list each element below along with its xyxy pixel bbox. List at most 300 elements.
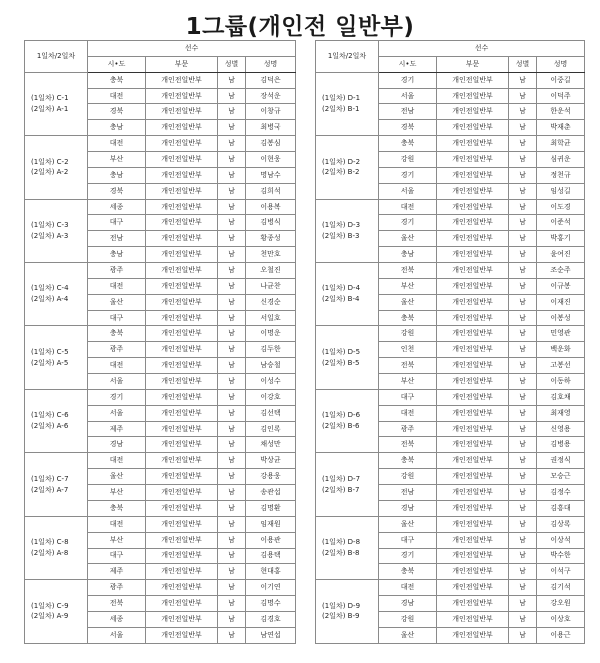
group-label-line1: (1일차) C-4	[31, 284, 69, 293]
cell-gender: 남	[509, 152, 537, 168]
cell-gender: 남	[218, 231, 246, 247]
cell-region: 충남	[88, 167, 146, 183]
group-label	[316, 389, 379, 452]
cell-region: 강원	[379, 469, 437, 485]
cell-gender: 남	[509, 564, 537, 580]
cell-region: 부산	[88, 532, 146, 548]
cell-gender: 남	[218, 88, 246, 104]
group-label-line1: (1일차) C-6	[31, 411, 69, 420]
cell-name: 박홍기	[537, 231, 585, 247]
cell-name: 김명환	[246, 500, 296, 516]
cell-division: 개인전일반부	[437, 500, 509, 516]
table-row	[316, 516, 585, 532]
table-row	[25, 72, 296, 88]
cell-region: 광주	[379, 421, 437, 437]
group-label-line2: (2일차) A-5	[31, 358, 69, 367]
right-bracket-table	[315, 40, 585, 644]
cell-region: 대전	[88, 358, 146, 374]
cell-division: 개인전일반부	[146, 627, 218, 643]
cell-region: 전남	[379, 104, 437, 120]
cell-gender: 남	[218, 453, 246, 469]
group-label-line2: (2일차) A-1	[31, 104, 69, 113]
cell-name: 이용복	[246, 199, 296, 215]
cell-region: 울산	[379, 627, 437, 643]
cell-gender: 남	[218, 104, 246, 120]
cell-gender: 남	[218, 342, 246, 358]
cell-region: 경남	[379, 500, 437, 516]
cell-division: 개인전일반부	[146, 548, 218, 564]
cell-name: 이용관	[246, 532, 296, 548]
group-label	[25, 263, 88, 326]
cell-gender: 남	[218, 199, 246, 215]
cell-gender: 남	[218, 548, 246, 564]
group-label-line2: (2일차) A-2	[31, 168, 69, 177]
header-name: 성명	[246, 56, 296, 72]
cell-gender: 남	[218, 611, 246, 627]
cell-region: 대전	[379, 580, 437, 596]
cell-division: 개인전일반부	[146, 247, 218, 263]
cell-division: 개인전일반부	[146, 500, 218, 516]
cell-region: 울산	[88, 469, 146, 485]
group-label-line2: (2일차) A-9	[31, 612, 69, 621]
cell-region: 부산	[88, 485, 146, 501]
cell-division: 개인전일반부	[146, 358, 218, 374]
cell-region: 대전	[88, 136, 146, 152]
cell-gender: 남	[218, 120, 246, 136]
cell-name: 장석운	[246, 88, 296, 104]
cell-name: 이상석	[537, 532, 585, 548]
cell-region: 대전	[88, 88, 146, 104]
cell-region: 경북	[88, 104, 146, 120]
cell-name: 김흥대	[537, 500, 585, 516]
cell-name: 박수한	[537, 548, 585, 564]
cell-name: 김인록	[246, 421, 296, 437]
cell-gender: 남	[218, 374, 246, 390]
cell-name: 김병식	[246, 215, 296, 231]
cell-division: 개인전일반부	[146, 580, 218, 596]
cell-name: 김명수	[246, 596, 296, 612]
cell-region: 세종	[88, 611, 146, 627]
cell-region: 전남	[379, 485, 437, 501]
cell-name: 이동하	[537, 374, 585, 390]
cell-gender: 남	[509, 326, 537, 342]
group-label-line2: (2일차) A-6	[31, 422, 69, 431]
cell-name: 이덕주	[537, 88, 585, 104]
group-label-line1: (1일차) C-2	[31, 157, 69, 166]
cell-region: 충북	[88, 500, 146, 516]
cell-division: 개인전일반부	[437, 548, 509, 564]
group-label-line2: (2일차) B-4	[322, 295, 360, 304]
cell-region: 광주	[88, 263, 146, 279]
cell-division: 개인전일반부	[146, 215, 218, 231]
page-title: 1그룹(개인전 일반부)	[185, 14, 415, 40]
group-label-line2: (2일차) B-2	[322, 168, 360, 177]
cell-region: 울산	[379, 231, 437, 247]
cell-name: 이기연	[246, 580, 296, 596]
cell-name: 한운석	[537, 104, 585, 120]
cell-division: 개인전일반부	[146, 564, 218, 580]
cell-division: 개인전일반부	[146, 389, 218, 405]
cell-division: 개인전일반부	[146, 405, 218, 421]
cell-region: 광주	[88, 580, 146, 596]
cell-gender: 남	[509, 437, 537, 453]
header-round: 1일차/2일차	[316, 41, 379, 73]
table-row	[25, 263, 296, 279]
cell-gender: 남	[218, 437, 246, 453]
cell-division: 개인전일반부	[146, 294, 218, 310]
cell-division: 개인전일반부	[437, 516, 509, 532]
cell-gender: 남	[218, 247, 246, 263]
cell-division: 개인전일반부	[437, 421, 509, 437]
cell-division: 개인전일반부	[146, 104, 218, 120]
cell-gender: 남	[218, 310, 246, 326]
cell-division: 개인전일반부	[146, 485, 218, 501]
cell-name: 박재춘	[537, 120, 585, 136]
cell-gender: 남	[218, 278, 246, 294]
cell-region: 경북	[379, 120, 437, 136]
cell-name: 최병국	[246, 120, 296, 136]
cell-name: 김덕은	[246, 72, 296, 88]
cell-division: 개인전일반부	[146, 136, 218, 152]
cell-region: 서울	[88, 405, 146, 421]
cell-name: 윤여진	[537, 247, 585, 263]
header-player: 선수	[379, 41, 585, 57]
cell-gender: 남	[509, 596, 537, 612]
cell-name: 김희석	[246, 183, 296, 199]
cell-division: 개인전일반부	[146, 310, 218, 326]
group-label	[25, 453, 88, 516]
table-row	[316, 136, 585, 152]
group-label	[316, 580, 379, 643]
group-label-line2: (2일차) B-8	[322, 549, 360, 557]
cell-name: 김두한	[246, 342, 296, 358]
cell-division: 개인전일반부	[146, 342, 218, 358]
cell-gender: 남	[218, 263, 246, 279]
cell-name: 강오원	[537, 596, 585, 612]
cell-division: 개인전일반부	[146, 453, 218, 469]
cell-name: 이재진	[537, 294, 585, 310]
group-label	[316, 136, 379, 199]
cell-gender: 남	[218, 516, 246, 532]
group-label	[25, 326, 88, 389]
cell-division: 개인전일반부	[146, 532, 218, 548]
cell-gender: 남	[509, 389, 537, 405]
cell-gender: 남	[509, 342, 537, 358]
cell-region: 대구	[88, 310, 146, 326]
cell-division: 개인전일반부	[437, 437, 509, 453]
cell-division: 개인전일반부	[437, 152, 509, 168]
cell-gender: 남	[509, 247, 537, 263]
cell-division: 개인전일반부	[437, 532, 509, 548]
cell-division: 개인전일반부	[437, 564, 509, 580]
cell-name: 김기석	[537, 580, 585, 596]
cell-gender: 남	[509, 278, 537, 294]
cell-region: 세종	[88, 199, 146, 215]
cell-gender: 남	[218, 421, 246, 437]
cell-division: 개인전일반부	[437, 294, 509, 310]
cell-region: 광주	[88, 342, 146, 358]
cell-region: 제주	[88, 421, 146, 437]
group-label-line1: (1일차) C-8	[31, 538, 69, 547]
cell-gender: 남	[509, 627, 537, 643]
cell-gender: 남	[509, 183, 537, 199]
group-label-line2: (2일차) A-3	[31, 231, 69, 240]
group-label-line1: (1일차) D-2	[322, 157, 361, 166]
cell-region: 전북	[379, 437, 437, 453]
group-label-line1: (1일차) C-5	[31, 347, 69, 356]
cell-gender: 남	[509, 580, 537, 596]
header-name: 성명	[537, 56, 585, 72]
table-row	[316, 199, 585, 215]
cell-name: 강용웅	[246, 469, 296, 485]
header-region: 시•도	[379, 56, 437, 72]
cell-region: 충남	[88, 247, 146, 263]
cell-region: 충북	[379, 453, 437, 469]
cell-region: 충북	[379, 136, 437, 152]
group-label-line2: (2일차) B-9	[322, 612, 360, 621]
cell-gender: 남	[218, 215, 246, 231]
table-row	[25, 326, 296, 342]
group-label-line1: (1일차) D-8	[322, 538, 361, 547]
cell-name: 김용택	[246, 548, 296, 564]
cell-division: 개인전일반부	[146, 437, 218, 453]
group-label-line2: (2일차) B-5	[322, 358, 360, 367]
group-label-line1: (1일차) D-5	[322, 347, 361, 356]
cell-name: 이도경	[537, 199, 585, 215]
cell-gender: 남	[218, 136, 246, 152]
cell-gender: 남	[509, 532, 537, 548]
cell-name: 김경호	[246, 611, 296, 627]
group-label	[316, 72, 379, 135]
cell-division: 개인전일반부	[437, 453, 509, 469]
cell-gender: 남	[509, 136, 537, 152]
cell-region: 경남	[88, 437, 146, 453]
cell-region: 전북	[379, 358, 437, 374]
cell-gender: 남	[218, 389, 246, 405]
cell-division: 개인전일반부	[437, 167, 509, 183]
cell-region: 대구	[88, 215, 146, 231]
header-round: 1일차/2일차	[25, 41, 88, 73]
cell-region: 충북	[88, 72, 146, 88]
cell-region: 경기	[379, 72, 437, 88]
cell-region: 경기	[379, 548, 437, 564]
cell-division: 개인전일반부	[437, 596, 509, 612]
cell-name: 심귀운	[537, 152, 585, 168]
cell-division: 개인전일반부	[146, 596, 218, 612]
group-label-line1: (1일차) C-9	[31, 601, 69, 610]
cell-division: 개인전일반부	[437, 580, 509, 596]
cell-gender: 남	[509, 358, 537, 374]
cell-gender: 남	[509, 294, 537, 310]
cell-gender: 남	[218, 358, 246, 374]
cell-division: 개인전일반부	[437, 374, 509, 390]
cell-name: 신경순	[246, 294, 296, 310]
group-label	[316, 199, 379, 262]
cell-region: 서울	[88, 627, 146, 643]
cell-region: 충북	[379, 310, 437, 326]
cell-division: 개인전일반부	[437, 247, 509, 263]
cell-region: 충남	[88, 120, 146, 136]
cell-division: 개인전일반부	[437, 405, 509, 421]
cell-name: 현대홍	[246, 564, 296, 580]
group-label-line1: (1일차) D-3	[322, 220, 361, 229]
cell-gender: 남	[509, 548, 537, 564]
cell-division: 개인전일반부	[146, 263, 218, 279]
cell-gender: 남	[509, 120, 537, 136]
cell-name: 이준석	[537, 215, 585, 231]
header-region: 시•도	[88, 56, 146, 72]
group-label	[316, 263, 379, 326]
cell-gender: 남	[218, 405, 246, 421]
cell-region: 충북	[88, 326, 146, 342]
cell-region: 경기	[379, 167, 437, 183]
cell-gender: 남	[509, 104, 537, 120]
cell-region: 서울	[379, 88, 437, 104]
cell-gender: 남	[509, 500, 537, 516]
table-row	[25, 136, 296, 152]
cell-division: 개인전일반부	[146, 183, 218, 199]
cell-division: 개인전일반부	[437, 389, 509, 405]
left-bracket-table	[24, 40, 296, 644]
cell-gender: 남	[218, 152, 246, 168]
cell-region: 대구	[379, 532, 437, 548]
cell-gender: 남	[218, 627, 246, 643]
cell-name: 신영용	[537, 421, 585, 437]
cell-name: 명남수	[246, 167, 296, 183]
cell-name: 이석구	[537, 564, 585, 580]
group-label	[25, 199, 88, 262]
cell-division: 개인전일반부	[146, 421, 218, 437]
cell-region: 경기	[379, 215, 437, 231]
group-label-line1: (1일차) D-6	[322, 411, 361, 420]
group-label	[316, 326, 379, 389]
group-label-line2: (2일차) A-8	[31, 549, 69, 557]
cell-name: 임재원	[246, 516, 296, 532]
cell-region: 대전	[88, 516, 146, 532]
cell-region: 부산	[379, 374, 437, 390]
cell-name: 이규봉	[537, 278, 585, 294]
table-row	[316, 72, 585, 88]
cell-name: 이창규	[246, 104, 296, 120]
cell-name: 이봉성	[537, 310, 585, 326]
header-player: 선수	[88, 41, 296, 57]
group-label-line1: (1일차) D-4	[322, 284, 361, 293]
cell-name: 김봉심	[246, 136, 296, 152]
cell-region: 대전	[379, 405, 437, 421]
cell-gender: 남	[509, 72, 537, 88]
cell-region: 충남	[379, 247, 437, 263]
cell-region: 경북	[88, 183, 146, 199]
table-row	[316, 263, 585, 279]
group-label-line2: (2일차) A-7	[31, 485, 69, 494]
cell-name: 천만호	[246, 247, 296, 263]
cell-name: 권정식	[537, 453, 585, 469]
table-row	[316, 453, 585, 469]
table-row	[25, 453, 296, 469]
cell-division: 개인전일반부	[437, 72, 509, 88]
cell-division: 개인전일반부	[437, 231, 509, 247]
cell-division: 개인전일반부	[437, 104, 509, 120]
cell-name: 최학균	[537, 136, 585, 152]
cell-division: 개인전일반부	[437, 199, 509, 215]
cell-name: 이상호	[537, 611, 585, 627]
cell-name: 이명운	[246, 326, 296, 342]
group-label-line2: (2일차) B-3	[322, 231, 360, 240]
cell-name: 나균찬	[246, 278, 296, 294]
cell-name: 고봉선	[537, 358, 585, 374]
cell-division: 개인전일반부	[146, 72, 218, 88]
cell-division: 개인전일반부	[146, 231, 218, 247]
cell-region: 대전	[379, 199, 437, 215]
table-row	[25, 199, 296, 215]
cell-name: 황종성	[246, 231, 296, 247]
cell-region: 제주	[88, 564, 146, 580]
cell-division: 개인전일반부	[437, 183, 509, 199]
header-division: 부문	[146, 56, 218, 72]
cell-name: 송관섭	[246, 485, 296, 501]
group-label-line1: (1일차) C-7	[31, 474, 69, 483]
cell-gender: 남	[509, 405, 537, 421]
group-label-line1: (1일차) C-3	[31, 220, 69, 229]
cell-name: 이강호	[246, 389, 296, 405]
group-label-line1: (1일차) D-9	[322, 601, 361, 610]
cell-division: 개인전일반부	[146, 326, 218, 342]
cell-gender: 남	[509, 199, 537, 215]
cell-name: 정천규	[537, 167, 585, 183]
group-label	[25, 136, 88, 199]
cell-gender: 남	[218, 72, 246, 88]
cell-name: 임성길	[537, 183, 585, 199]
cell-division: 개인전일반부	[437, 469, 509, 485]
cell-region: 경남	[379, 596, 437, 612]
cell-region: 울산	[88, 294, 146, 310]
cell-region: 대전	[88, 453, 146, 469]
cell-name: 모승근	[537, 469, 585, 485]
cell-gender: 남	[509, 516, 537, 532]
header-gender: 성별	[509, 56, 537, 72]
cell-division: 개인전일반부	[146, 88, 218, 104]
cell-name: 채성만	[246, 437, 296, 453]
cell-name: 민영관	[537, 326, 585, 342]
cell-division: 개인전일반부	[437, 215, 509, 231]
cell-gender: 남	[218, 532, 246, 548]
cell-region: 전북	[379, 263, 437, 279]
cell-name: 김선택	[246, 405, 296, 421]
group-label	[25, 580, 88, 643]
cell-gender: 남	[218, 564, 246, 580]
cell-name: 남승철	[246, 358, 296, 374]
cell-gender: 남	[218, 500, 246, 516]
cell-gender: 남	[509, 310, 537, 326]
cell-name: 이성수	[246, 374, 296, 390]
cell-division: 개인전일반부	[146, 199, 218, 215]
cell-gender: 남	[509, 263, 537, 279]
cell-region: 전북	[88, 596, 146, 612]
cell-name: 이현웅	[246, 152, 296, 168]
cell-division: 개인전일반부	[437, 278, 509, 294]
cell-gender: 남	[509, 485, 537, 501]
cell-name: 김병용	[537, 437, 585, 453]
cell-division: 개인전일반부	[146, 278, 218, 294]
cell-region: 강원	[379, 326, 437, 342]
cell-region: 부산	[88, 152, 146, 168]
cell-name: 김정수	[537, 485, 585, 501]
group-label-line2: (2일차) B-6	[322, 422, 360, 431]
table-row	[316, 389, 585, 405]
table-row	[25, 580, 296, 596]
cell-region: 경기	[88, 389, 146, 405]
cell-division: 개인전일반부	[437, 611, 509, 627]
